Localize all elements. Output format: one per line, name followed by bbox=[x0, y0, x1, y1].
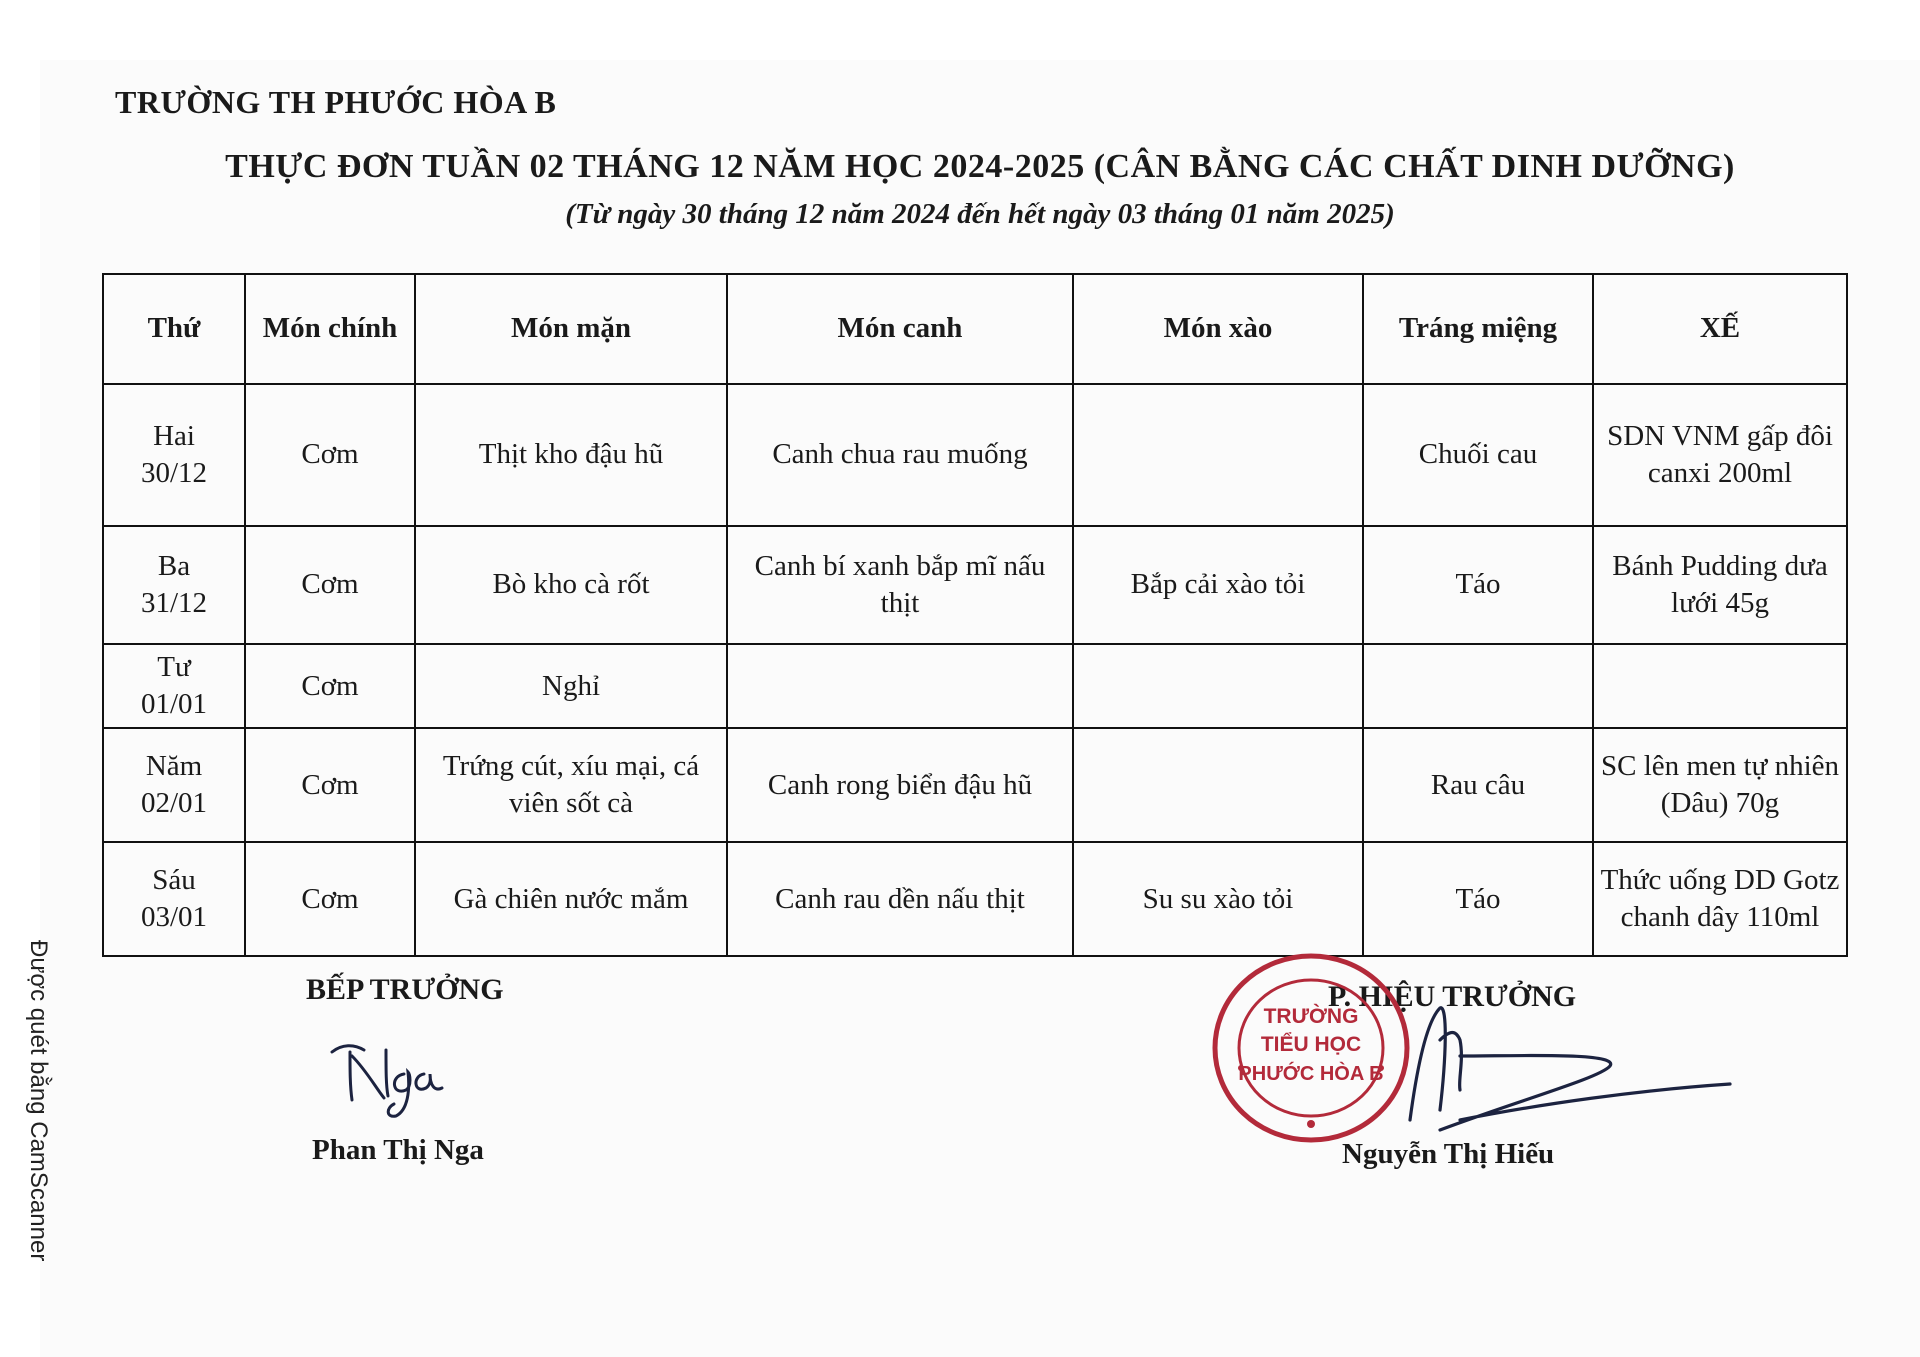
column-header-stir-fry: Món xào bbox=[1073, 274, 1363, 384]
day-cell bbox=[103, 644, 245, 728]
day-date: 03/01 bbox=[140, 901, 208, 934]
savory-dish-cell: Trứng cút, xíu mại, cá viên sốt cà bbox=[415, 728, 727, 842]
day-name: Năm bbox=[145, 750, 203, 783]
day-date: 30/12 bbox=[140, 457, 208, 489]
menu-date-range: (Từ ngày 30 tháng 12 năm 2024 đến hết ngày 03 tháng 01 năm 2025) bbox=[565, 198, 1395, 230]
stir-fry-cell bbox=[1073, 728, 1363, 842]
table-row bbox=[103, 728, 1847, 842]
dessert-cell: Táo bbox=[1363, 842, 1593, 956]
main-dish-cell: Cơm bbox=[245, 384, 415, 526]
day-date: 02/01 bbox=[140, 787, 208, 820]
main-dish-cell: Cơm bbox=[245, 644, 415, 728]
savory-dish-cell: Thịt kho đậu hũ bbox=[415, 384, 727, 526]
soup-cell bbox=[727, 644, 1073, 728]
table-row bbox=[103, 384, 1847, 526]
dessert-cell: Táo bbox=[1363, 526, 1593, 644]
menu-table bbox=[102, 273, 1848, 957]
day-name: Hai bbox=[153, 419, 195, 452]
column-header-soup: Món canh bbox=[727, 274, 1073, 384]
snack-cell: Thức uống DD Gotz chanh dây 110ml bbox=[1593, 842, 1847, 956]
soup-cell: Canh rong biển đậu hũ bbox=[727, 728, 1073, 842]
day-cell bbox=[103, 526, 245, 644]
savory-dish-cell: Bò kho cà rốt bbox=[415, 526, 727, 644]
vice-principal-title: P. HIỆU TRƯỞNG bbox=[1328, 980, 1577, 1013]
school-name: TRƯỜNG TH PHƯỚC HÒA B bbox=[115, 84, 557, 120]
seal-line-1: TRƯỜNG bbox=[1263, 1005, 1359, 1028]
stir-fry-cell bbox=[1073, 644, 1363, 728]
seal-line-3: PHƯỚC HÒA B bbox=[1238, 1063, 1384, 1085]
table-row bbox=[103, 842, 1847, 956]
scanner-watermark: Được quét bằng CamScanner bbox=[25, 940, 52, 1262]
table-header-row bbox=[103, 274, 1847, 384]
soup-cell: Canh rau dền nấu thịt bbox=[727, 842, 1073, 956]
soup-cell: Canh chua rau muống bbox=[727, 384, 1073, 526]
seal-line-2: TIỂU HỌC bbox=[1260, 1033, 1362, 1056]
column-header-savory: Món mặn bbox=[415, 274, 727, 384]
column-header-main: Món chính bbox=[245, 274, 415, 384]
snack-cell: SC lên men tự nhiên (Dâu) 70g bbox=[1593, 728, 1847, 842]
day-name: Ba bbox=[157, 549, 191, 582]
column-header-day: Thứ bbox=[103, 274, 245, 384]
dessert-cell bbox=[1363, 644, 1593, 728]
dessert-cell: Chuối cau bbox=[1363, 384, 1593, 526]
stir-fry-cell: Su su xào tỏi bbox=[1073, 842, 1363, 956]
day-cell bbox=[103, 842, 245, 956]
main-dish-cell: Cơm bbox=[245, 526, 415, 644]
dessert-cell: Rau câu bbox=[1363, 728, 1593, 842]
stir-fry-cell bbox=[1073, 384, 1363, 526]
column-header-snack: XẾ bbox=[1593, 274, 1847, 384]
vice-principal-signature bbox=[1400, 1000, 1740, 1140]
snack-cell: Bánh Pudding dưa lưới 45g bbox=[1593, 526, 1847, 644]
day-cell bbox=[103, 384, 245, 526]
savory-dish-cell: Nghỉ bbox=[415, 644, 727, 728]
savory-dish-cell: Gà chiên nước mắm bbox=[415, 842, 727, 956]
main-dish-cell: Cơm bbox=[245, 728, 415, 842]
snack-cell bbox=[1593, 644, 1847, 728]
table-row bbox=[103, 644, 1847, 728]
day-name: Tư bbox=[157, 651, 191, 683]
head-chef-name: Phan Thị Nga bbox=[312, 1134, 484, 1166]
day-name: Sáu bbox=[152, 864, 196, 897]
column-header-dessert: Tráng miệng bbox=[1363, 274, 1593, 384]
main-dish-cell: Cơm bbox=[245, 842, 415, 956]
day-cell bbox=[103, 728, 245, 842]
head-chef-signature bbox=[320, 1030, 450, 1120]
day-date: 31/12 bbox=[140, 587, 208, 619]
table-row bbox=[103, 526, 1847, 644]
stir-fry-cell: Bắp cải xào tỏi bbox=[1073, 526, 1363, 644]
day-date: 01/01 bbox=[140, 688, 208, 721]
vice-principal-name: Nguyễn Thị Hiếu bbox=[1342, 1138, 1555, 1170]
menu-title: THỰC ĐƠN TUẦN 02 THÁNG 12 NĂM HỌC 2024-2025 (CÂN BẰNG CÁC CHẤT DINH DƯỠNG) bbox=[225, 148, 1735, 185]
head-chef-title: BẾP TRƯỞNG bbox=[306, 973, 504, 1006]
snack-cell: SDN VNM gấp đôi canxi 200ml bbox=[1593, 384, 1847, 526]
soup-cell: Canh bí xanh bắp mĩ nấu thịt bbox=[727, 526, 1073, 644]
